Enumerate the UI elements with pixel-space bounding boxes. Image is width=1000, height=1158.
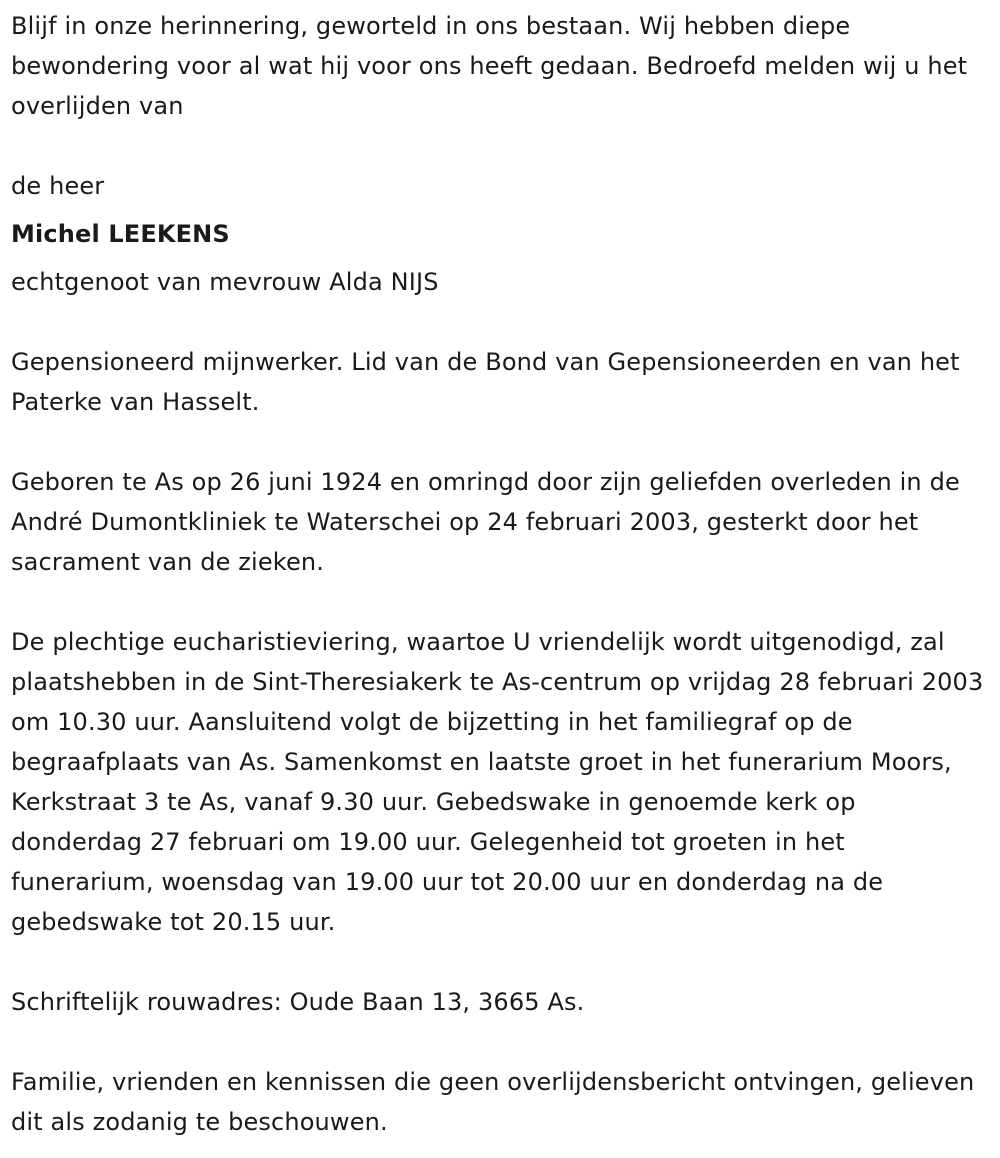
paragraph-spacer xyxy=(11,1022,993,1062)
deceased-name: Michel LEEKENS xyxy=(11,220,230,248)
obituary-notice xyxy=(11,6,993,1142)
address-paragraph: Schriftelijk rouwadres: Oude Baan 13, 3665 As. xyxy=(11,988,585,1016)
ceremony-paragraph: De plechtige eucharistieviering, waartoe U vriendelijk wordt uitgenodigd, zal plaatshebben in de Sint-Theresiakerk te As-centrum op vrijdag 28 februari 2003 om 10.30 uur. Aansluitend volgt de bijzetting in het familiegraf op de begraafplaats van As. Samenkomst en laatste groet in het funerarium Moors, Kerkstraat 3 te As, vanaf 9.30 uur. Gebedswake in genoemde kerk op donderdag 27 februari om 19.00 uur. Gelegenheid tot groeten in het funerarium, woensdag van 19.00 uur tot 20.00 uur en donderdag na de gebedswake tot 20.15 uur. xyxy=(11,628,984,936)
salutation: de heer xyxy=(11,172,105,200)
paragraph-spacer xyxy=(11,422,993,462)
spouse-line: echtgenoot van mevrouw Alda NIJS xyxy=(11,268,439,296)
paragraph-spacer xyxy=(11,582,993,622)
closing-paragraph: Familie, vrienden en kennissen die geen overlijdensbericht ontvingen, gelieven dit als zodanig te beschouwen. xyxy=(11,1068,975,1136)
opening-paragraph: Blijf in onze herinnering, geworteld in ons bestaan. Wij hebben diepe bewondering voor al wat hij voor ons heeft gedaan. Bedroefd melden wij u het overlijden van xyxy=(11,12,968,120)
paragraph-spacer xyxy=(11,302,993,342)
paragraph-spacer xyxy=(11,942,993,982)
paragraph-spacer xyxy=(11,126,993,166)
birth-death-paragraph: Geboren te As op 26 juni 1924 en omringd door zijn geliefden overleden in de André Dumontkliniek te Waterschei op 24 februari 2003, gesterkt door het sacrament van de zieken. xyxy=(11,468,960,576)
occupation-paragraph: Gepensioneerd mijnwerker. Lid van de Bond van Gepensioneerden en van het Paterke van Hasselt. xyxy=(11,348,960,416)
